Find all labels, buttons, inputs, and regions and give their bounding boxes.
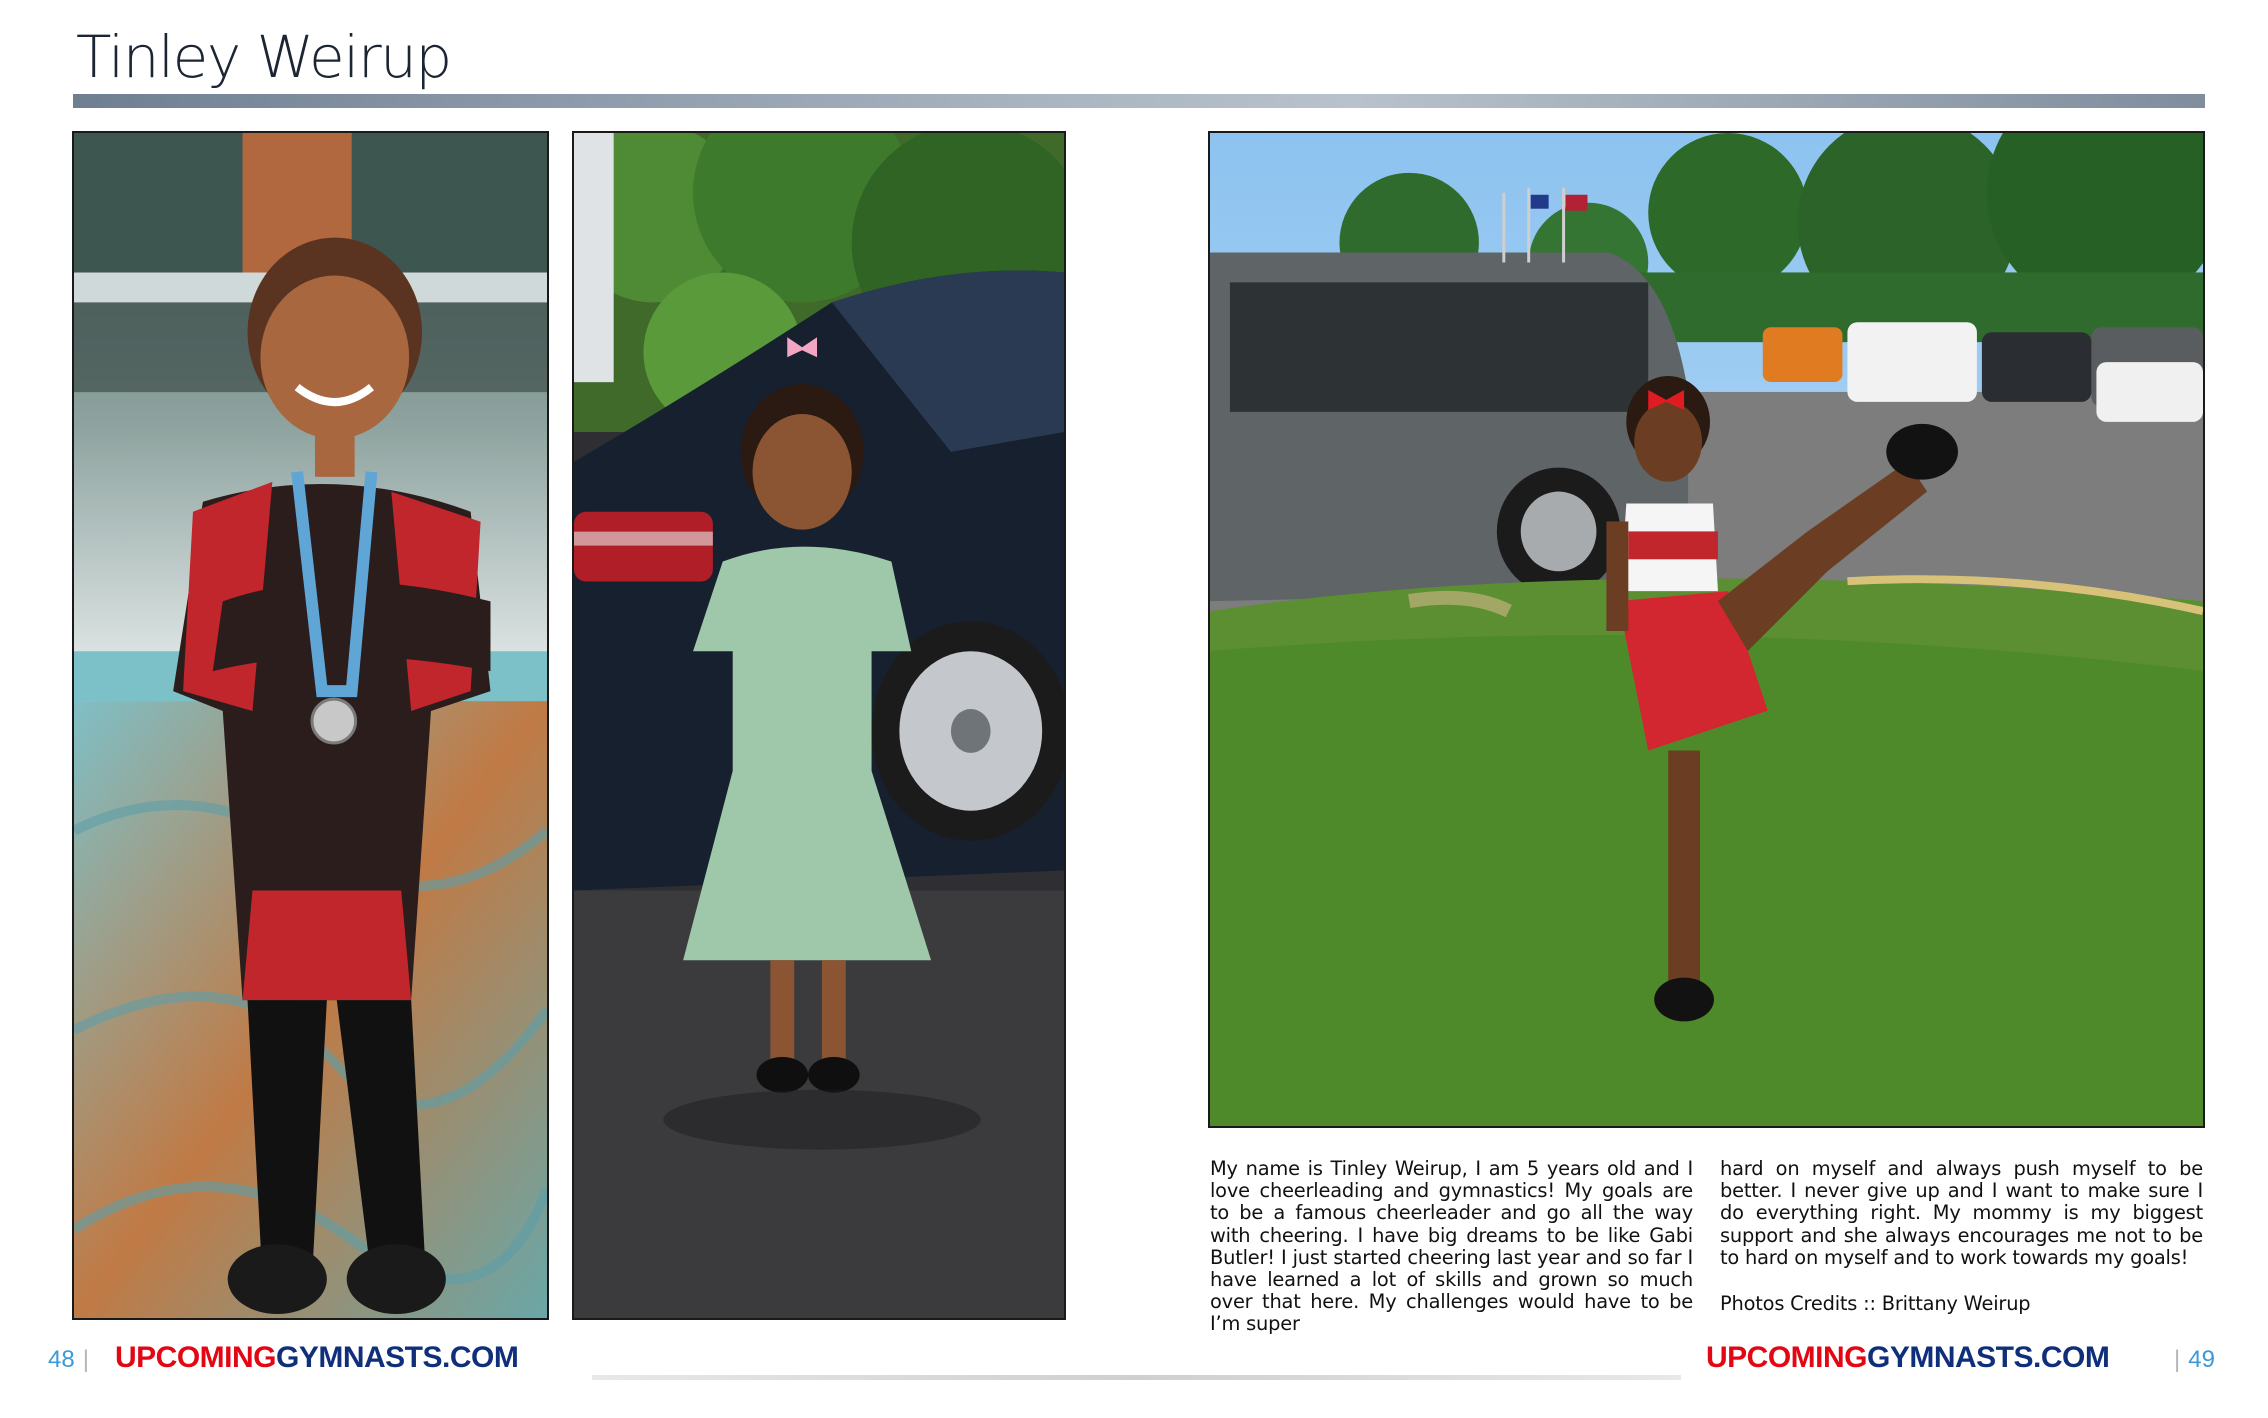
photo-credits: Photos Credits :: Brittany Weirup <box>1720 1292 2031 1315</box>
brand-logo-left[interactable] <box>115 1343 518 1373</box>
brand-part1-left: UPCOMING <box>115 1341 276 1374</box>
page-number-right <box>2166 1346 2215 1374</box>
bio-column-2: hard on myself and always push myself to be better. I never give up and I want to make sure I do everything right. My mommy is my biggest support and she always encourages me not to be to hard on myself and to work towards my goals! <box>1720 1157 2203 1269</box>
brand-part2-right: GYMNASTS.COM <box>1867 1341 2110 1374</box>
page-title: Tinley Weirup <box>76 23 451 91</box>
page-number-left <box>48 1346 97 1374</box>
bio-column-1: My name is Tinley Weirup, I am 5 years old and I love cheerleading and gymnastics! My goals are to be a famous cheerleader and go all the way with cheering. I have big dreams to be like Gabi Butler! I just started cheering last year and so far I have learned a lot of skills and grown so much over that here. My challenges would have to be I’m super <box>1210 1157 1693 1336</box>
page-number-right-value: 49 <box>2188 1346 2215 1373</box>
title-rule <box>73 94 2205 108</box>
gutter-shadow-left <box>592 1375 1136 1380</box>
page-number-left-value: 48 <box>48 1346 75 1373</box>
brand-part2-left: GYMNASTS.COM <box>276 1341 519 1374</box>
brand-logo-right[interactable] <box>1706 1343 2109 1373</box>
photo-green-dress <box>572 131 1066 1320</box>
gutter-shadow-right <box>1136 1375 1681 1380</box>
folio-separator-left: | <box>82 1346 89 1373</box>
brand-part1-right: UPCOMING <box>1706 1341 1867 1374</box>
photo-heel-stretch <box>1208 131 2205 1128</box>
photo-competition-medal <box>72 131 549 1320</box>
folio-separator-right: | <box>2174 1346 2181 1373</box>
